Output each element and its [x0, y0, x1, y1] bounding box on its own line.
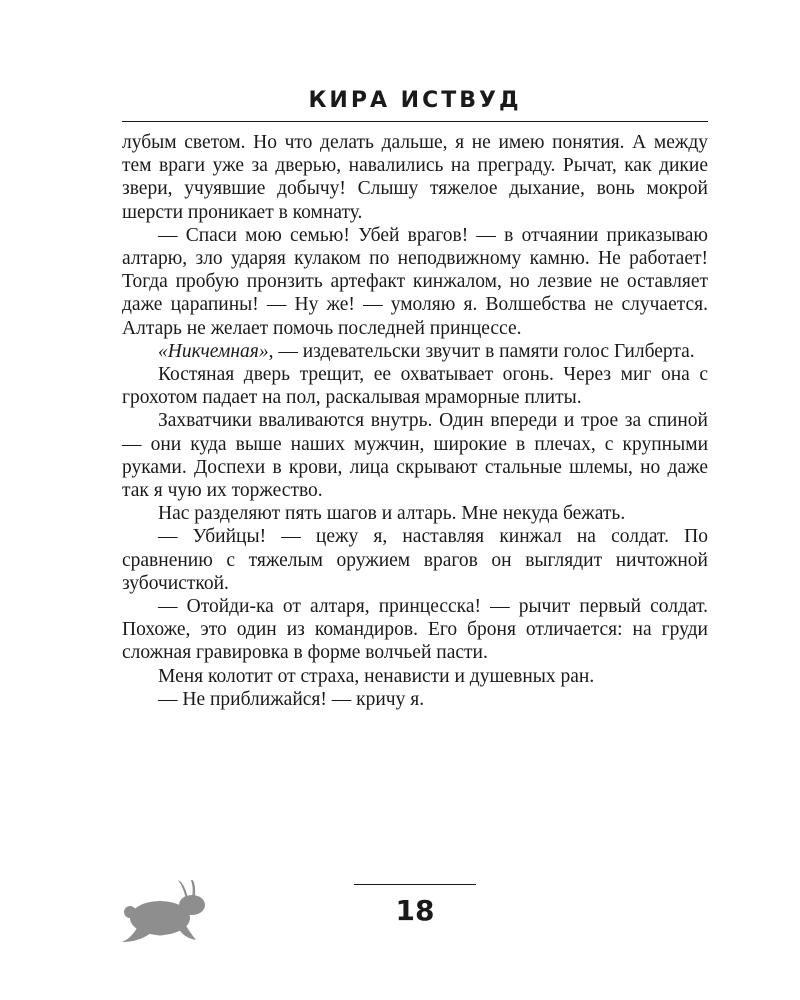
paragraph: — Спаси мою семью! Убей врагов! — в отчаянии приказываю алтарю, зло ударяя кулаком по неподвижному камню. Не работает! Тогда пробую пронзить артефакт кинжалом, но лезвие не оставляет даже царапины! — Ну же! — умоляю я. Волшебства не случается. Алтарь не желает помочь последней принцессе.: [122, 224, 708, 339]
footer-rule: [354, 884, 476, 885]
paragraph: Нас разделяют пять шагов и алтарь. Мне некуда бежать.: [158, 503, 626, 525]
paragraph: — Убийцы! — цежу я, наставляя кинжал на солдат. По сравнению с тяжелым оружием врагов он выглядит ничтожной зубочисткой.: [122, 526, 708, 594]
paragraph: — Не приближайся! — кричу я.: [158, 688, 425, 710]
paragraph: — Отойди-ка от алтаря, принцесска! — рычит первый солдат. Похоже, это один из командиров. Его броня отличается: на груди сложная гравировка в форме волчьей пасти.: [122, 596, 708, 664]
body-text: [122, 131, 708, 711]
quote-emphasis: «Никчемная»: [158, 340, 269, 362]
paragraph: [122, 340, 708, 363]
paragraph: Меня колотит от страха, ненависти и душевных ран.: [158, 665, 595, 687]
paragraph-text: , — издевательски звучит в памяти голос Гилберта.: [268, 340, 695, 362]
rabbit-icon: [118, 880, 214, 946]
page-number: 18: [395, 894, 435, 927]
paragraph: Костяная дверь трещит, ее охватывает огонь. Через миг она с грохотом падает на пол, раскалывая мраморные плиты.: [122, 364, 708, 409]
header-rule: [122, 121, 708, 122]
paragraph: лубым светом. Но что делать дальше, я не имею понятия. А между тем враги уже за дверью, навалились на преграду. Рычат, как дикие звери, учуявшие добычу! Слышу тяжелое дыхание, вонь мокрой шерсти проникает в комнату.: [122, 132, 708, 223]
paragraph: Захватчики вваливаются внутрь. Один впереди и трое за спиной — они куда выше наших мужчин, широкие в плечах, с крупными руками. Доспехи в крови, лица скрывают стальные шлемы, но даже так я чую их торжество.: [122, 410, 708, 502]
running-head-title: КИРА ИСТВУД: [308, 88, 522, 113]
